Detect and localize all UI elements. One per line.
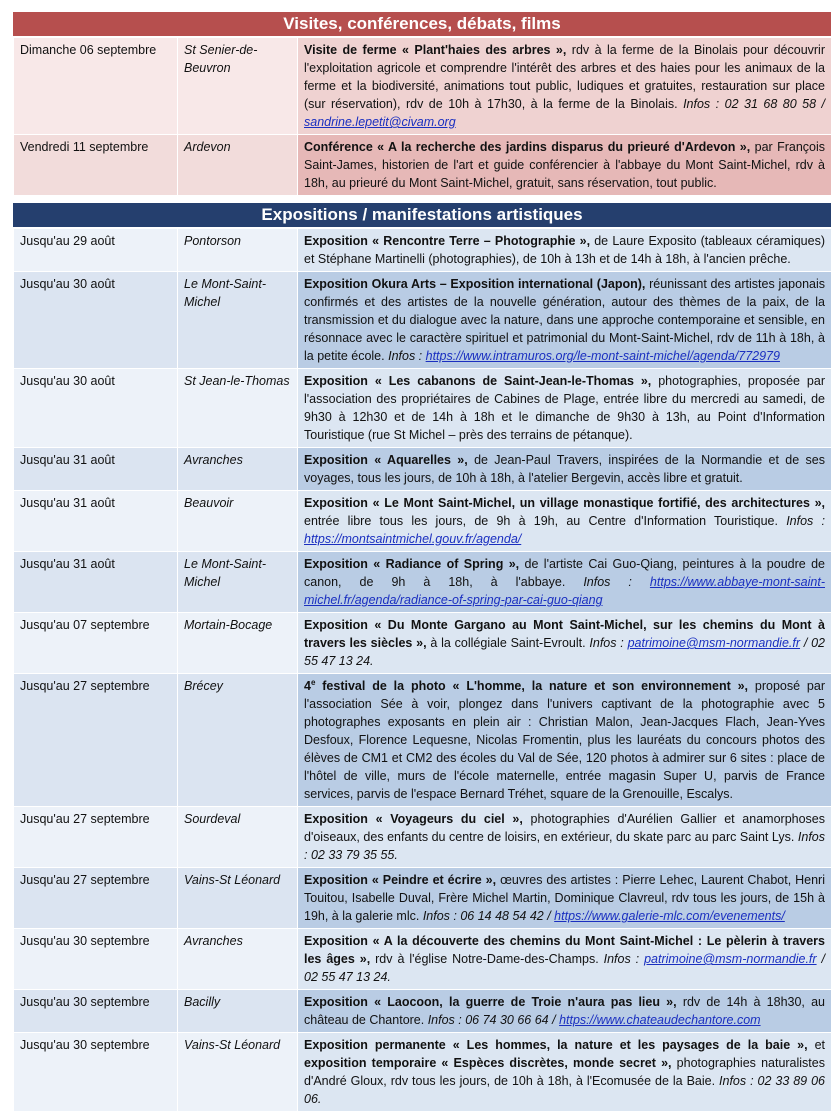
event-info: Infos : 06 14 48 54 42 / bbox=[422, 909, 555, 923]
section-visites bbox=[13, 12, 831, 196]
event-place: Brécey bbox=[178, 674, 298, 807]
event-description bbox=[298, 135, 832, 196]
event-info: Infos : bbox=[583, 575, 650, 589]
event-description bbox=[298, 229, 832, 272]
event-link[interactable]: https://www.abbaye-mont-saint-michel.fr/agenda/radiance-of-spring-par-cai-guo-qiang bbox=[304, 575, 825, 607]
event-place: Le Mont-Saint-Michel bbox=[178, 552, 298, 613]
event-text-secondary: photographies naturalistes d'André Gloux, rdv tous les jours, de 10h à 18h, à l'Ecomusée de la Baie. bbox=[304, 1056, 825, 1088]
table-row bbox=[14, 674, 832, 807]
event-info: Infos : bbox=[589, 636, 628, 650]
table-row bbox=[14, 990, 832, 1033]
event-link[interactable]: https://www.chateaudechantore.com bbox=[559, 1013, 761, 1027]
event-info: Infos : bbox=[388, 349, 426, 363]
event-info: Infos : 02 31 68 80 58 / bbox=[683, 97, 826, 111]
event-description bbox=[298, 990, 832, 1033]
event-title: Exposition « Voyageurs du ciel », bbox=[304, 812, 523, 826]
event-date: Vendredi 11 septembre bbox=[14, 135, 178, 196]
section-expositions bbox=[13, 203, 831, 1112]
event-date: Jusqu'au 07 septembre bbox=[14, 613, 178, 674]
event-place: Avranches bbox=[178, 448, 298, 491]
event-text: réunissant des artistes japonais confirmés et des artistes de la nouvelle génération, autour des thèmes de la paix, de la transmission et du dialogue avec la nature, dans une approche contemporaine et sensible, en résonnace avec le caractère spirituel et patrimonial du Mont-Saint-Michel, rdv de 11h à 18h, à la petite école. bbox=[304, 277, 826, 363]
table-row bbox=[14, 613, 832, 674]
event-text: et bbox=[807, 1038, 825, 1052]
event-description bbox=[298, 613, 832, 674]
event-place: Le Mont-Saint-Michel bbox=[178, 272, 298, 369]
event-description bbox=[298, 38, 832, 135]
table-row bbox=[14, 552, 832, 613]
table-row bbox=[14, 38, 832, 135]
event-title: Exposition « Laocoon, la guerre de Troie n'aura pas lieu », bbox=[304, 995, 677, 1009]
event-place: Beauvoir bbox=[178, 491, 298, 552]
event-info: Infos : 02 33 79 35 55. bbox=[304, 830, 825, 862]
event-title: Exposition Okura Arts – Exposition international (Japon), bbox=[304, 277, 646, 291]
event-date: Jusqu'au 30 septembre bbox=[14, 929, 178, 990]
event-description bbox=[298, 929, 832, 990]
event-link[interactable]: patrimoine@msm-normandie.fr bbox=[644, 952, 817, 966]
event-description bbox=[298, 491, 832, 552]
event-link[interactable]: https://www.intramuros.org/le-mont-saint-michel/agenda/772979 bbox=[425, 349, 780, 363]
event-title: Exposition permanente « Les hommes, la nature et les paysages de la baie », bbox=[304, 1038, 808, 1052]
section-title: Visites, conférences, débats, films bbox=[13, 12, 831, 37]
event-description bbox=[298, 807, 832, 868]
event-date: Jusqu'au 27 septembre bbox=[14, 868, 178, 929]
event-title-number: 4 bbox=[304, 679, 311, 693]
event-title: Exposition « Le Mont Saint-Michel, un village monastique fortifié, des architectures », bbox=[304, 496, 825, 510]
event-text: rdv à la ferme de la Binolais pour découvrir l'exploitation agricole et comprendre l'intérêt des arbres et des haies pour les animaux de la ferme et la biodiversité, animations tout public, ludiques et gratuites, restauration sur place (sur réservation), rdv de 10h à 17h30, à la ferme de la Binolais. bbox=[304, 43, 825, 111]
event-date: Jusqu'au 30 septembre bbox=[14, 1033, 178, 1112]
event-title: Exposition « Radiance of Spring », bbox=[304, 557, 520, 571]
event-title-ordinal: e bbox=[310, 677, 316, 687]
event-place: Bacilly bbox=[178, 990, 298, 1033]
event-text: proposé par l'association Sée à voir, plongez dans l'univers captivant de la photographie avec 5 photographes exposants en plein air : Christian Malon, Jean-Jacques Flach, Jean-Yves Desfoux, Florence Lequesne, Nicolas Fromentin, plus les lauréats du concours photos des élèves de CM1 et CM2 des écoles du Val de Sée, 120 photos à admirer sur 6 sites : place de l'hôtel de ville, murs de l'école maternelle, entrée magasin Super U, parvis de France services, parvis de l'espace Bernard Tréhet, square de la Grenouille, Escalys. bbox=[304, 679, 825, 801]
event-place: Sourdeval bbox=[178, 807, 298, 868]
event-title: Exposition « Les cabanons de Saint-Jean-le-Thomas », bbox=[304, 374, 652, 388]
event-title: Exposition « Du Monte Gargano au Mont Saint-Michel, sur les chemins du Mont à travers les siècles », bbox=[304, 618, 825, 650]
event-date: Jusqu'au 31 août bbox=[14, 448, 178, 491]
event-date: Jusqu'au 31 août bbox=[14, 552, 178, 613]
event-link[interactable]: https://www.galerie-mlc.com/evenements/ bbox=[554, 909, 785, 923]
event-place: Vains-St Léonard bbox=[178, 1033, 298, 1112]
event-text: rdv à l'église Notre-Dame-des-Champs. bbox=[370, 952, 604, 966]
event-place: Vains-St Léonard bbox=[178, 868, 298, 929]
table-row bbox=[14, 448, 832, 491]
event-text: photographies, proposée par l'association des propriétaires de Cabines de Plage, entrée libre du mercredi au samedi, de 9h30 à 12h30 et de 14h à 18h et le dimanche de 9h30 à 13h, au Point d'Information Touristique (rue St Michel – près des terrains de pétanque). bbox=[304, 374, 825, 442]
event-description bbox=[298, 369, 832, 448]
event-description bbox=[298, 674, 832, 807]
event-title: Exposition « Rencontre Terre – Photographie », bbox=[304, 234, 591, 248]
event-info-tail: / 02 55 47 13 24. bbox=[304, 636, 825, 668]
event-date: Jusqu'au 29 août bbox=[14, 229, 178, 272]
event-date: Jusqu'au 30 août bbox=[14, 272, 178, 369]
table-row bbox=[14, 229, 832, 272]
event-place: St Senier-de-Beuvron bbox=[178, 38, 298, 135]
event-text: par François Saint-James, historien de l'art et guide conférencier à l'abbaye du Mont Saint-Michel, rdv à 18h, au prieuré du Mont Saint-Michel, gratuit, sans réservation, tout public. bbox=[304, 140, 825, 190]
event-place: St Jean-le-Thomas bbox=[178, 369, 298, 448]
table-row bbox=[14, 929, 832, 990]
event-description bbox=[298, 552, 832, 613]
event-date: Jusqu'au 27 septembre bbox=[14, 807, 178, 868]
event-date: Jusqu'au 30 août bbox=[14, 369, 178, 448]
event-text: œuvres des artistes : Pierre Lehec, Laurent Chabot, Henri Touitou, Isabelle Duval, Frère Michel Martin, Dominique Clavreul, rdv tous les jours, de 15h à 19h, à la galerie mlc. bbox=[304, 873, 826, 923]
event-place: Ardevon bbox=[178, 135, 298, 196]
event-title-secondary: exposition temporaire « Espèces discrètes, monde secret », bbox=[304, 1056, 672, 1070]
event-place: Avranches bbox=[178, 929, 298, 990]
event-date: Jusqu'au 30 septembre bbox=[14, 990, 178, 1033]
event-link[interactable]: sandrine.lepetit@civam.org bbox=[304, 115, 456, 129]
event-description bbox=[298, 272, 832, 369]
event-text: rdv de 14h à 18h30, au château de Chantore. bbox=[304, 995, 825, 1027]
event-text: de Jean-Paul Travers, inspirées de la Normandie et de ses voyages, tous les jours, de 10h à 18h, à l'atelier Bergevin, accès libre et gratuit. bbox=[304, 453, 825, 485]
event-date: Jusqu'au 27 septembre bbox=[14, 674, 178, 807]
event-description bbox=[298, 868, 832, 929]
event-title: festival de la photo « L'homme, la nature et son environnement », bbox=[315, 679, 749, 693]
event-info-tail: / 02 55 47 13 24. bbox=[304, 952, 825, 984]
event-description bbox=[298, 448, 832, 491]
event-title: Exposition « A la découverte des chemins du Mont Saint-Michel : Le pèlerin à travers les âges », bbox=[304, 934, 825, 966]
event-title: Visite de ferme « Plant'haies des arbres », bbox=[304, 43, 567, 57]
event-title: Exposition « Aquarelles », bbox=[304, 453, 468, 467]
event-info: Infos : bbox=[603, 952, 645, 966]
section-title: Expositions / manifestations artistiques bbox=[13, 203, 831, 228]
event-info: Infos : 06 74 30 66 64 / bbox=[427, 1013, 560, 1027]
event-place: Pontorson bbox=[178, 229, 298, 272]
event-text: photographies d'Aurélien Gallier et anamorphoses d'oiseaux, des enfants du centre de loisirs, en extérieur, du skate parc au parc Saint Lys. bbox=[304, 812, 825, 844]
table-row bbox=[14, 807, 832, 868]
table-row bbox=[14, 135, 832, 196]
table-row bbox=[14, 868, 832, 929]
event-text: de Laure Exposito (tableaux céramiques) et Stéphane Martinelli (photographies), de 10h à 13h et de 14h à 18h, à l'ancien prêche. bbox=[304, 234, 825, 266]
event-text: à la collégiale Saint-Evroult. bbox=[426, 636, 590, 650]
events-table bbox=[13, 228, 832, 1112]
event-date: Dimanche 06 septembre bbox=[14, 38, 178, 135]
event-link[interactable]: patrimoine@msm-normandie.fr bbox=[627, 636, 801, 650]
event-title: Exposition « Peindre et écrire », bbox=[304, 873, 497, 887]
event-link[interactable]: https://montsaintmichel.gouv.fr/agenda/ bbox=[304, 532, 522, 546]
table-row bbox=[14, 369, 832, 448]
event-text: de l'artiste Cai Guo-Qiang, peintures à la poudre de canon, de 9h à 18h, à l'abbaye. bbox=[304, 557, 825, 589]
event-text: entrée libre tous les jours, de 9h à 19h, au Centre d'Information Touristique. bbox=[304, 514, 787, 528]
event-info: Infos : 02 33 89 06 06. bbox=[304, 1074, 825, 1106]
event-info: Infos : bbox=[786, 514, 825, 528]
event-title: Conférence « A la recherche des jardins disparus du prieuré d'Ardevon », bbox=[304, 140, 751, 154]
event-date: Jusqu'au 31 août bbox=[14, 491, 178, 552]
event-place: Mortain-Bocage bbox=[178, 613, 298, 674]
table-row bbox=[14, 491, 832, 552]
table-row bbox=[14, 272, 832, 369]
events-table bbox=[13, 37, 832, 196]
